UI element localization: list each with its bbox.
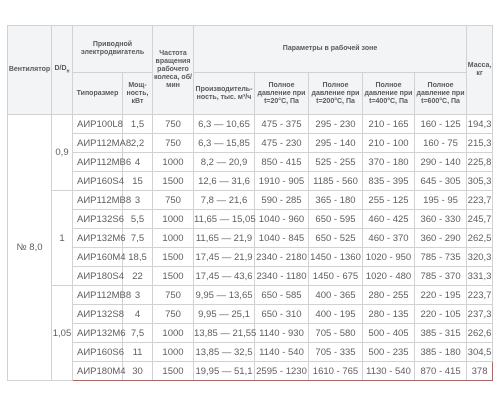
fan-label: № 8,0 — [8, 115, 52, 381]
cell-flow: 17,45 — 43,6 — [194, 267, 255, 286]
cell-p600: 220 - 195 — [415, 286, 467, 305]
cell-p600: 360 - 290 — [415, 229, 467, 248]
cell-p200: 400 - 365 — [309, 286, 363, 305]
cell-p400: 500 - 235 — [363, 343, 415, 362]
header-fan: Вентилятор — [8, 26, 52, 115]
table-row — [8, 172, 493, 191]
cell-speed: 1000 — [153, 210, 194, 229]
cell-speed: 1000 — [153, 324, 194, 343]
cell-p400: 460 - 425 — [363, 210, 415, 229]
cell-power: 1,5 — [123, 115, 153, 134]
cell-power: 30 — [123, 362, 153, 381]
cell-p600: 290 - 140 — [415, 153, 467, 172]
cell-p200: 1450 - 675 — [309, 267, 363, 286]
table-row — [8, 229, 493, 248]
cell-motor: АИР132М6 — [73, 229, 123, 248]
cell-p20: 650 - 585 — [255, 286, 309, 305]
ratio-cell: 1 — [52, 191, 73, 286]
cell-p200: 650 - 595 — [309, 210, 363, 229]
cell-power: 22 — [123, 267, 153, 286]
cell-speed: 1000 — [153, 229, 194, 248]
cell-p20: 1910 - 905 — [255, 172, 309, 191]
header-drive-group: Приводной электродвигатель — [73, 26, 153, 73]
cell-p200: 705 - 580 — [309, 324, 363, 343]
cell-p400: 500 - 405 — [363, 324, 415, 343]
header-flow: Производитель-ность, тыс. м³/ч — [194, 73, 255, 115]
cell-flow: 13,85 — 21,55 — [194, 324, 255, 343]
cell-speed: 750 — [153, 286, 194, 305]
cell-flow: 7,8 — 21,6 — [194, 191, 255, 210]
cell-p200: 1185 - 560 — [309, 172, 363, 191]
cell-power: 3 — [123, 191, 153, 210]
cell-p20: 475 - 375 — [255, 115, 309, 134]
cell-p400: 835 - 395 — [363, 172, 415, 191]
cell-mass: 223,7 — [467, 191, 493, 210]
cell-p600: 220 - 105 — [415, 305, 467, 324]
cell-p600: 160 - 125 — [415, 115, 467, 134]
cell-p400: 280 - 255 — [363, 286, 415, 305]
table-row — [8, 248, 493, 267]
header-ratio — [52, 26, 73, 115]
cell-p20: 590 - 285 — [255, 191, 309, 210]
cell-mass: 331,3 — [467, 267, 493, 286]
cell-mass: 223,7 — [467, 286, 493, 305]
cell-p20: 1040 - 845 — [255, 229, 309, 248]
cell-p200: 525 - 255 — [309, 153, 363, 172]
header-speed: Частота вращения рабочего колеса, об/мин — [153, 26, 194, 115]
cell-mass: 225,8 — [467, 153, 493, 172]
cell-motor: АИР160S6 — [73, 343, 123, 362]
table-row — [8, 362, 493, 381]
cell-p20: 2340 - 2180 — [255, 248, 309, 267]
cell-flow: 19,95 — 51,1 — [194, 362, 255, 381]
table-row — [8, 191, 493, 210]
cell-speed: 1000 — [153, 153, 194, 172]
cell-speed: 1000 — [153, 343, 194, 362]
cell-mass: 194,3 — [467, 115, 493, 134]
cell-p20: 850 - 415 — [255, 153, 309, 172]
cell-motor: АИР112МВ6 — [73, 153, 123, 172]
table-row — [8, 343, 493, 362]
cell-mass: 304,5 — [467, 343, 493, 362]
cell-p20: 1040 - 960 — [255, 210, 309, 229]
cell-mass: 245,7 — [467, 210, 493, 229]
cell-p400: 460 - 370 — [363, 229, 415, 248]
cell-p200: 1450 - 1360 — [309, 248, 363, 267]
cell-p400: 1020 - 480 — [363, 267, 415, 286]
cell-mass: 262,5 — [467, 229, 493, 248]
cell-speed: 1500 — [153, 267, 194, 286]
cell-p400: 1130 - 540 — [363, 362, 415, 381]
cell-speed: 750 — [153, 191, 194, 210]
cell-p20: 650 - 310 — [255, 305, 309, 324]
header-params-group: Параметры в рабочей зоне — [194, 26, 467, 73]
cell-mass: 378 — [467, 362, 493, 381]
cell-power: 7,5 — [123, 324, 153, 343]
cell-p20: 475 - 230 — [255, 134, 309, 153]
fan-spec-table — [7, 25, 493, 381]
cell-p20: 1140 - 540 — [255, 343, 309, 362]
cell-flow: 12,6 — 31,6 — [194, 172, 255, 191]
cell-p200: 400 - 195 — [309, 305, 363, 324]
header-motor: Типоразмер — [73, 73, 123, 115]
cell-power: 7,5 — [123, 229, 153, 248]
header-p400: Полное давление при t=400°С, Па — [363, 73, 415, 115]
cell-p200: 365 - 180 — [309, 191, 363, 210]
cell-power: 4 — [123, 153, 153, 172]
cell-flow: 17,45 — 21,9 — [194, 248, 255, 267]
cell-motor: АИР112МВ8 — [73, 286, 123, 305]
cell-motor: АИР180М4 — [73, 362, 123, 381]
table-row — [8, 134, 493, 153]
cell-power: 15 — [123, 172, 153, 191]
cell-speed: 1500 — [153, 172, 194, 191]
cell-speed: 750 — [153, 134, 194, 153]
cell-mass: 320,3 — [467, 248, 493, 267]
cell-p400: 255 - 125 — [363, 191, 415, 210]
cell-motor: АИР100L8 — [73, 115, 123, 134]
table-row — [8, 286, 493, 305]
cell-p400: 370 - 180 — [363, 153, 415, 172]
cell-flow: 13,85 — 32,5 — [194, 343, 255, 362]
table-row — [8, 210, 493, 229]
table-row — [8, 305, 493, 324]
cell-speed: 750 — [153, 305, 194, 324]
cell-p600: 385 - 315 — [415, 324, 467, 343]
cell-flow: 6,3 — 15,85 — [194, 134, 255, 153]
cell-flow: 6,3 — 10,65 — [194, 115, 255, 134]
cell-p200: 295 - 140 — [309, 134, 363, 153]
cell-motor: АИР132S6 — [73, 210, 123, 229]
header-power: Мощ-ность, кВт — [123, 73, 153, 115]
cell-flow: 11,65 — 15,05 — [194, 210, 255, 229]
cell-mass: 262,6 — [467, 324, 493, 343]
cell-power: 4 — [123, 305, 153, 324]
cell-motor: АИР160М4 — [73, 248, 123, 267]
header-p600: Полное давление при t=600°С, Па — [415, 73, 467, 115]
cell-p600: 785 - 735 — [415, 248, 467, 267]
header-p20: Полное давление при t=20°С, Па — [255, 73, 309, 115]
cell-p20: 2340 - 1180 — [255, 267, 309, 286]
cell-flow: 11,65 — 21,9 — [194, 229, 255, 248]
cell-p200: 705 - 335 — [309, 343, 363, 362]
cell-flow: 9,95 — 25,1 — [194, 305, 255, 324]
cell-power: 3 — [123, 286, 153, 305]
table-row — [8, 324, 493, 343]
cell-power: 11 — [123, 343, 153, 362]
cell-p20: 2595 - 1230 — [255, 362, 309, 381]
header-p200: Полное давление при t=200°С, Па — [309, 73, 363, 115]
cell-flow: 9,95 — 13,65 — [194, 286, 255, 305]
fan-spec-body — [8, 115, 493, 381]
header-ratio-sub: н — [66, 68, 70, 75]
cell-p600: 870 - 415 — [415, 362, 467, 381]
cell-p400: 210 - 100 — [363, 134, 415, 153]
cell-p200: 295 - 230 — [309, 115, 363, 134]
cell-motor: АИР132S8 — [73, 305, 123, 324]
cell-p400: 280 - 135 — [363, 305, 415, 324]
cell-p200: 1610 - 765 — [309, 362, 363, 381]
cell-p600: 195 - 95 — [415, 191, 467, 210]
cell-mass: 237,3 — [467, 305, 493, 324]
table-row — [8, 153, 493, 172]
table-row — [8, 267, 493, 286]
ratio-cell: 0,9 — [52, 115, 73, 191]
cell-speed: 750 — [153, 115, 194, 134]
cell-p600: 645 - 305 — [415, 172, 467, 191]
cell-power: 18,5 — [123, 248, 153, 267]
cell-p600: 360 - 330 — [415, 210, 467, 229]
cell-p400: 210 - 165 — [363, 115, 415, 134]
cell-motor: АИР112МВ8 — [73, 191, 123, 210]
fan-spec-table-container — [7, 25, 492, 381]
cell-p200: 650 - 525 — [309, 229, 363, 248]
cell-power: 2,2 — [123, 134, 153, 153]
cell-motor: АИР132М6 — [73, 324, 123, 343]
cell-p600: 160 - 75 — [415, 134, 467, 153]
cell-mass: 305,3 — [467, 172, 493, 191]
header-mass: Масса, кг — [467, 26, 493, 115]
cell-speed: 1500 — [153, 362, 194, 381]
cell-motor: АИР160S4 — [73, 172, 123, 191]
cell-p600: 385 - 180 — [415, 343, 467, 362]
cell-speed: 1500 — [153, 248, 194, 267]
cell-power: 5,5 — [123, 210, 153, 229]
cell-p600: 785 - 370 — [415, 267, 467, 286]
cell-flow: 8,2 — 20,9 — [194, 153, 255, 172]
cell-mass: 215,3 — [467, 134, 493, 153]
cell-motor: АИР112МА8 — [73, 134, 123, 153]
cell-motor: АИР180S4 — [73, 267, 123, 286]
cell-p20: 1140 - 930 — [255, 324, 309, 343]
table-row — [8, 115, 493, 134]
header-ratio-text: D/D — [54, 64, 67, 72]
ratio-cell: 1,05 — [52, 286, 73, 381]
cell-p400: 1020 - 950 — [363, 248, 415, 267]
